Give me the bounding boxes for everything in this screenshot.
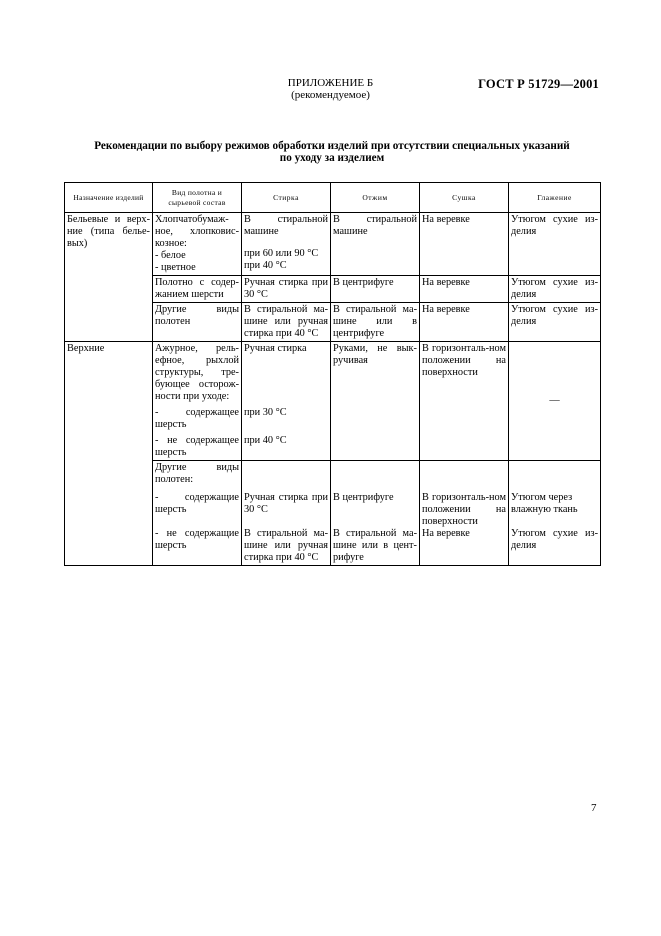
- fabric-option: - цветное: [155, 262, 196, 273]
- washing-option: В стиральной ма-шине или ручная стирка при 40 °С: [244, 528, 328, 563]
- washing-option: при 40 °С: [244, 435, 287, 446]
- spinning-cell: [331, 461, 420, 566]
- fabric-heading: Хлопчатобумаж-ное, хлопковис-козное:: [155, 214, 239, 249]
- spacer: [511, 462, 598, 492]
- fabric-option: - содержащие шерсть: [155, 492, 239, 515]
- spacer: [244, 419, 328, 435]
- spacer: [333, 462, 417, 492]
- drying-cell: На веревке: [420, 276, 509, 303]
- spinning-cell: Руками, не вык-ручивая: [331, 342, 420, 461]
- washing-cell: [242, 213, 331, 276]
- fabric-cell: Полотно с содер-жанием шерсти: [153, 276, 242, 303]
- washing-option: Ручная стирка при 30 °С: [244, 492, 328, 515]
- washing-heading: В стиральной машине: [244, 214, 328, 237]
- table-title-line-1: Рекомендации по выбору режимов обработки изделий при отсутствии специальных указаний: [94, 140, 570, 152]
- drying-cell: [420, 461, 509, 566]
- spacer: [155, 516, 239, 528]
- table-row: [65, 213, 601, 276]
- table-row: [65, 342, 601, 461]
- appendix-heading: [0, 77, 661, 101]
- spacer: [244, 238, 328, 248]
- spacer: [511, 516, 598, 528]
- washing-cell: [242, 461, 331, 566]
- washing-cell: Ручная стирка при 30 °С: [242, 276, 331, 303]
- washing-heading: Ручная стирка: [244, 343, 307, 354]
- ironing-cell: Утюгом сухие из-делия: [509, 213, 601, 276]
- drying-cell: В горизонталь-ном положении на поверхности: [420, 342, 509, 461]
- ironing-cell: Утюгом сухие из-делия: [509, 303, 601, 342]
- purpose-cell: Бельевые и верх-ние (типа белье-вых): [65, 213, 153, 342]
- ironing-option: Утюгом через влажную ткань: [511, 492, 578, 515]
- drying-cell: На веревке: [420, 213, 509, 276]
- table-title: [64, 140, 600, 164]
- column-header-fabric: Вид полотна и сырьевой состав: [153, 183, 242, 213]
- column-header-ironing: Глажение: [509, 183, 601, 213]
- spacer: [244, 355, 328, 407]
- ironing-cell: —: [509, 342, 601, 461]
- spacer: [422, 462, 506, 492]
- spacer: [244, 462, 328, 492]
- spacer: [244, 516, 328, 528]
- washing-option: при 40 °С: [244, 260, 287, 271]
- purpose-cell: Верхние: [65, 342, 153, 566]
- washing-option: при 30 °С: [244, 407, 287, 418]
- fabric-heading: Ажурное, рель-ефное, рыхлой структуры, тре-бующее осторож-ности при уходе:: [155, 343, 239, 402]
- fabric-heading: Другие виды полотен:: [155, 462, 239, 485]
- washing-cell: В стиральной ма-шине или ручная стирка при 40 °С: [242, 303, 331, 342]
- care-recommendations-table: [64, 182, 601, 566]
- document-code: ГОСТ Р 51729—2001: [478, 77, 599, 91]
- spinning-option: В стиральной ма-шине или в цент-рифуге: [333, 528, 417, 563]
- page-number: 7: [591, 802, 597, 814]
- fabric-cell: [153, 213, 242, 276]
- column-header-spinning: Отжим: [331, 183, 420, 213]
- fabric-option: - содержащее шерсть: [155, 407, 239, 430]
- washing-option: при 60 или 90 °С: [244, 248, 319, 259]
- spinning-cell: В стиральной машине: [331, 213, 420, 276]
- column-header-washing: Стирка: [242, 183, 331, 213]
- fabric-cell: Другие виды полотен: [153, 303, 242, 342]
- table-header-row: [65, 183, 601, 213]
- drying-option: В горизонталь-ном положении на поверхности: [422, 492, 506, 527]
- ironing-option: Утюгом сухие из-делия: [511, 528, 598, 551]
- column-header-drying: Сушка: [420, 183, 509, 213]
- drying-cell: На веревке: [420, 303, 509, 342]
- appendix-title: ПРИЛОЖЕНИЕ Б: [287, 77, 374, 89]
- ironing-cell: [509, 461, 601, 566]
- spinning-cell: В центрифуге: [331, 276, 420, 303]
- ironing-cell: Утюгом сухие из-делия: [509, 276, 601, 303]
- drying-option: На веревке: [422, 528, 470, 539]
- fabric-cell: [153, 461, 242, 566]
- table-title-line-2: по уходу за изделием: [279, 152, 385, 164]
- washing-cell: [242, 342, 331, 461]
- appendix-subtitle: (рекомендуемое): [291, 89, 370, 101]
- fabric-option: - белое: [155, 250, 186, 261]
- spinning-option: В центрифуге: [333, 492, 394, 503]
- fabric-option: - не содержащие шерсть: [155, 528, 239, 551]
- fabric-cell: [153, 342, 242, 461]
- spacer: [333, 504, 417, 528]
- spinning-cell: В стиральной ма-шине или в центрифуге: [331, 303, 420, 342]
- fabric-option: - не содержащее шерсть: [155, 435, 239, 458]
- column-header-purpose: Назначение изделий: [65, 183, 153, 213]
